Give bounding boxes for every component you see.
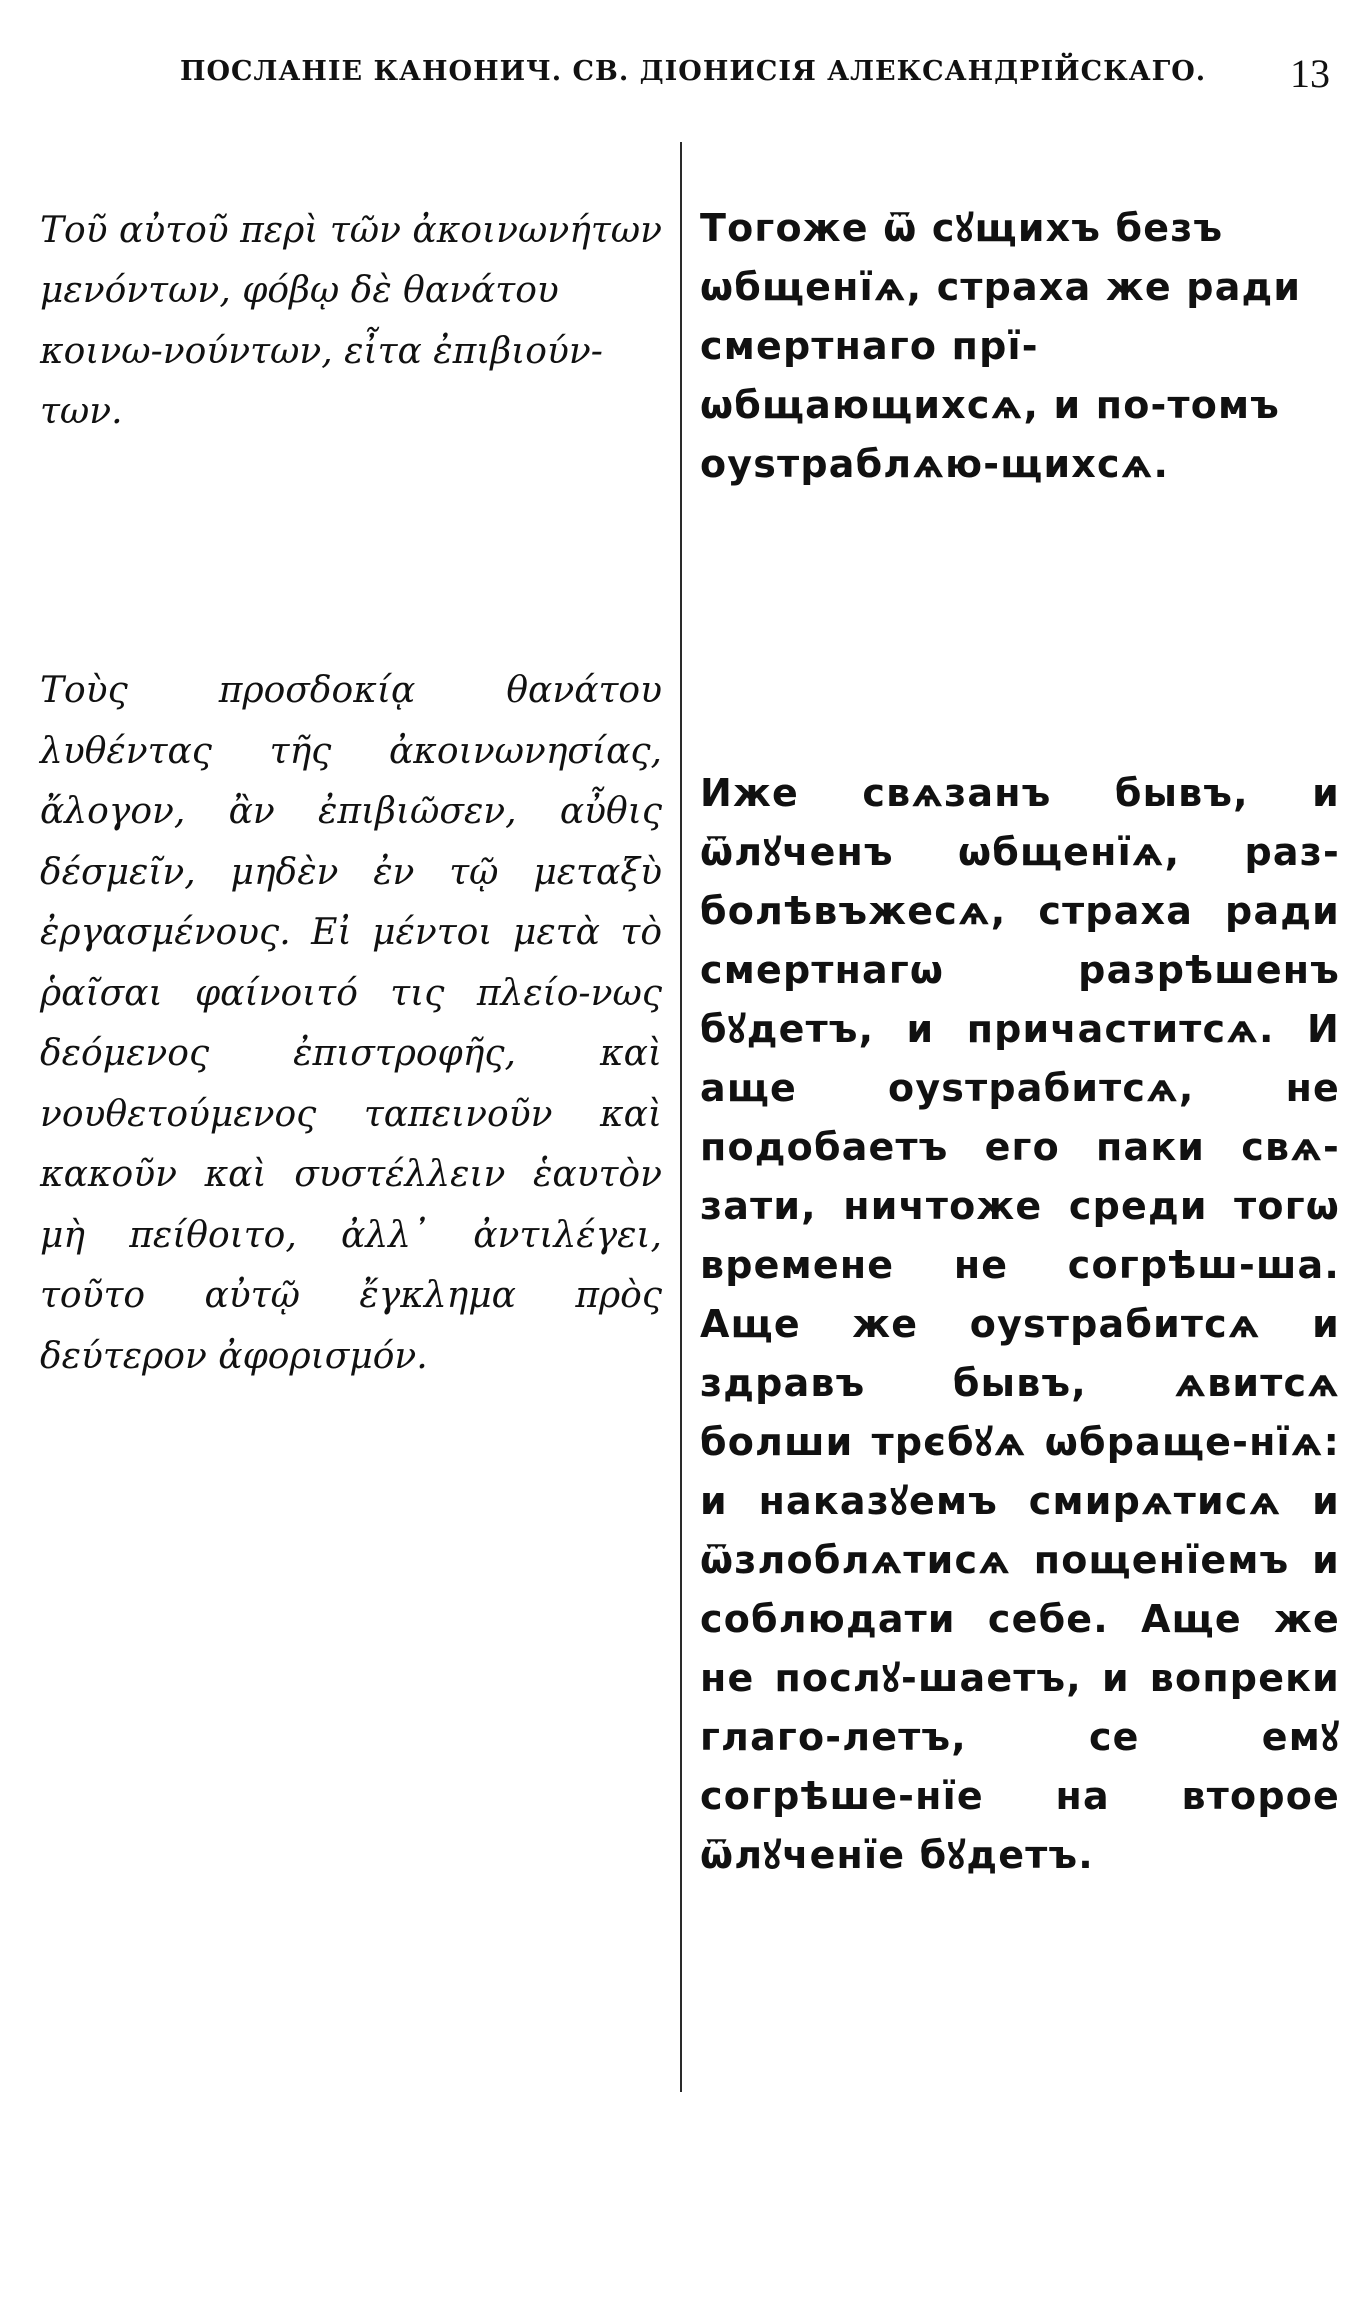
running-title: ПОСЛАНІЕ КАНОНИЧ. СВ. ДІОНИСІЯ АЛЕКСАНДРІЙСКАГО.: [180, 56, 1207, 87]
slavonic-canon-text: Иже свѧзанъ бывъ, и ѿлꙋченъ ѡбщенїѧ, раз-болѣвъжесѧ, страха ради смертнагѡ разрѣшенъ бꙋдетъ, и причаститсѧ. И аще оуѕтрабитсѧ, не подобаетъ его паки свѧ-зати, ничтоже среди тогѡ времене не согрѣш-ша. Аще же оуѕтрабитсѧ и здравъ бывъ, ѧвитсѧ болши трєбꙋѧ ѡбраще-нїѧ: и наказꙋемъ смирѧтисѧ и ѿзлоблѧтисѧ пощенїемъ и соблюдати себе. Аще же не послꙋ-шаетъ, и вопреки глаго-летъ, се емꙋ согрѣше-нїе на второе ѿлꙋченїе бꙋдетъ.: [700, 771, 1340, 1877]
page-number: 13: [1290, 51, 1330, 96]
slavonic-canon-heading: Тогоже ѿ сꙋщихъ безъ ѡбщенїѧ, страха же ради смертнаго прї-ѡбщающихсѧ, и по-томъ оуѕтраблѧю-щихсѧ.: [700, 206, 1302, 486]
running-header: [180, 50, 1330, 110]
greek-canon-text: Τοὺς προσδοκίᾳ θανάτου λυθέντας τῆς ἀκοινωνησίας, ἄλογον, ἂν ἐπιβιῶσεν, αὖθις δέσμεῖν, μηδὲν ἐν τῷ μεταξὺ ἐργασμένους. Εἰ μέντοι μετὰ τὸ ῥαῖσαι φαίνοιτό τις πλείο-νως δεόμενος ἐπιστροφῆς, καὶ νουθετούμενος ταπεινοῦν καὶ κακοῦν καὶ συστέλλειν ἑαυτὸν μὴ πείθοιτο, ἀλλ᾿ ἀντιλέγει, τοῦτο αὐτῷ ἔγκλημα πρὸς δεύτερον ἀφορισμόν.: [40, 670, 662, 1377]
greek-canon-heading: Τοῦ αὐτοῦ περὶ τῶν ἀκοινωνήτων μενόντων, φόβῳ δὲ θανάτου κοινω-νούντων, εἶτα ἐπιβιούν-των.: [40, 209, 662, 432]
slavonic-column: [700, 140, 1340, 1944]
greek-column: [40, 140, 662, 1448]
column-divider: [680, 142, 682, 2092]
